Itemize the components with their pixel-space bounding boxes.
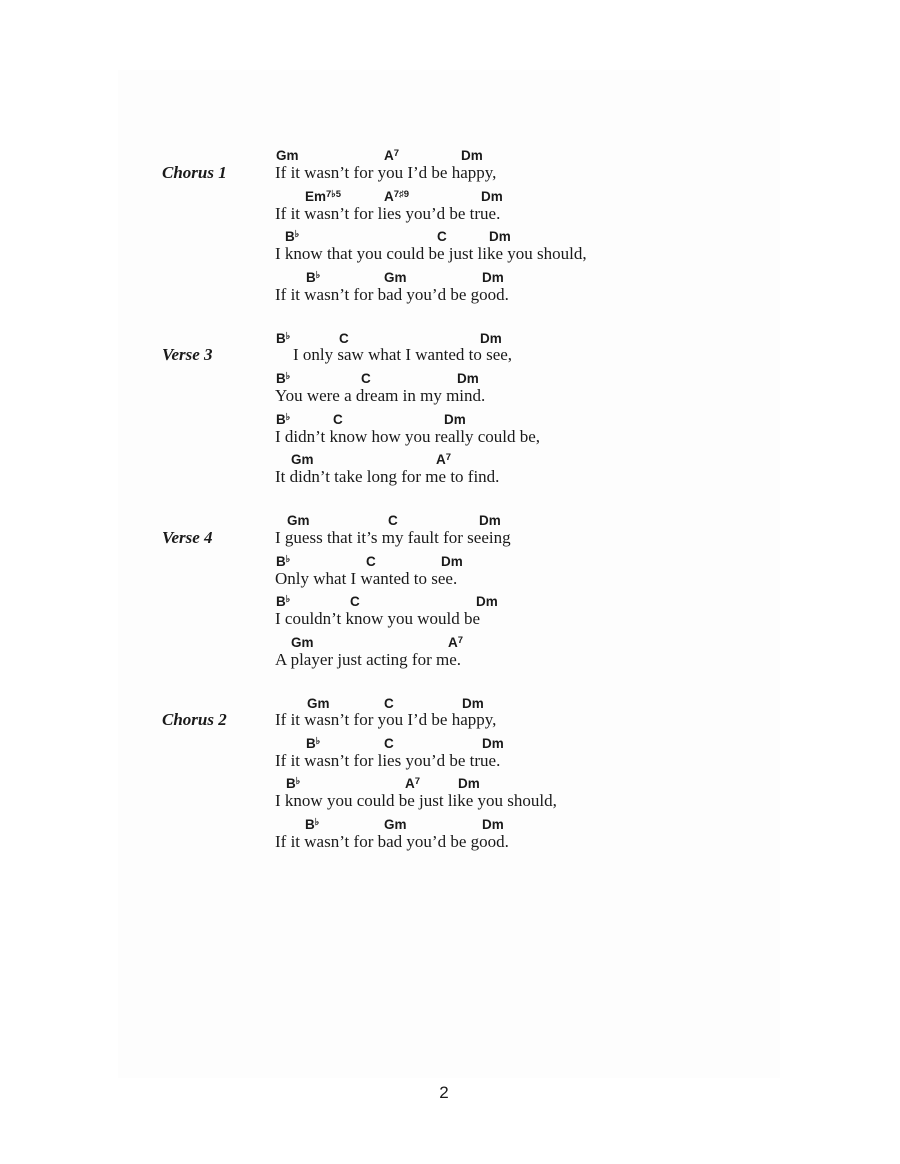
- chord: Dm: [479, 513, 501, 528]
- lyric-line: If it wasn’t for lies you’d be true.: [275, 204, 501, 223]
- chord: $A^7$: [436, 452, 452, 467]
- chord: Dm: [457, 371, 479, 386]
- section-label-verse-3: Verse 3: [162, 345, 213, 364]
- lyric-line: You were a dream in my mind.: [275, 386, 486, 405]
- chord: Dm: [482, 270, 504, 285]
- lyric-line: If it wasn’t for you I’d be happy,: [275, 710, 497, 729]
- chord: C: [350, 594, 360, 609]
- chord: $A^7$: [405, 776, 421, 791]
- chord: Dm: [441, 554, 463, 569]
- lyric-line: If it wasn’t for bad you’d be good.: [275, 832, 509, 851]
- chord: Dm: [482, 817, 504, 832]
- lyric-line: If it wasn’t for you I’d be happy,: [275, 163, 497, 182]
- lyric-line: I didn’t know how you really could be,: [275, 427, 541, 446]
- lyric-line: It didn’t take long for me to find.: [275, 467, 500, 486]
- chord: Gm: [276, 148, 299, 163]
- chord: $A^7$: [448, 635, 464, 650]
- chord: Dm: [480, 331, 502, 346]
- chord: $Em^{7♭5}$: [305, 189, 342, 204]
- chord: C: [366, 554, 376, 569]
- lyric-line: I only saw what I wanted to see,: [293, 345, 513, 364]
- chord: B♭: [285, 229, 300, 244]
- section-label-chorus-2: Chorus 2: [162, 710, 227, 729]
- chord: Dm: [461, 148, 483, 163]
- lyric-line: If it wasn’t for lies you’d be true.: [275, 751, 501, 770]
- chord: Gm: [384, 270, 407, 285]
- section-label-chorus-1: Chorus 1: [162, 163, 227, 182]
- chord: C: [339, 331, 349, 346]
- chord: B♭: [276, 412, 291, 427]
- chord: Gm: [291, 635, 314, 650]
- chord: Dm: [462, 696, 484, 711]
- lyric-line: I couldn’t know you would be: [275, 609, 481, 628]
- page-number: 2: [439, 1083, 449, 1102]
- chord: B♭: [276, 594, 291, 609]
- chord: Dm: [481, 189, 503, 204]
- chord: Gm: [287, 513, 310, 528]
- chord: $A^{7♯9}$: [384, 189, 410, 204]
- lyric-line: I know you could be just like you should,: [275, 791, 557, 810]
- lyric-line: I guess that it’s my fault for seeing: [275, 528, 511, 547]
- chord: C: [384, 736, 394, 751]
- chord: B♭: [306, 270, 321, 285]
- chord: C: [333, 412, 343, 427]
- chord: B♭: [276, 331, 291, 346]
- lyric-line: Only what I wanted to see.: [275, 569, 458, 588]
- lyric-line: If it wasn’t for bad you’d be good.: [275, 285, 509, 304]
- chord: C: [388, 513, 398, 528]
- chord: Gm: [384, 817, 407, 832]
- chord: B♭: [276, 554, 291, 569]
- chord: Dm: [482, 736, 504, 751]
- chord: B♭: [286, 776, 301, 791]
- chord: Dm: [489, 229, 511, 244]
- chord: Dm: [476, 594, 498, 609]
- chord: B♭: [305, 817, 320, 832]
- lyric-line: A player just acting for me.: [275, 650, 462, 669]
- chord: C: [384, 696, 394, 711]
- chord: C: [361, 371, 371, 386]
- chord: Dm: [444, 412, 466, 427]
- section-label-verse-4: Verse 4: [162, 528, 213, 547]
- chord: Dm: [458, 776, 480, 791]
- chord: B♭: [306, 736, 321, 751]
- chord: C: [437, 229, 447, 244]
- lyric-line: I know that you could be just like you should,: [275, 244, 587, 263]
- chord: B♭: [276, 371, 291, 386]
- chord: Gm: [291, 452, 314, 467]
- chord: Gm: [307, 696, 330, 711]
- chord: $A^7$: [384, 148, 400, 163]
